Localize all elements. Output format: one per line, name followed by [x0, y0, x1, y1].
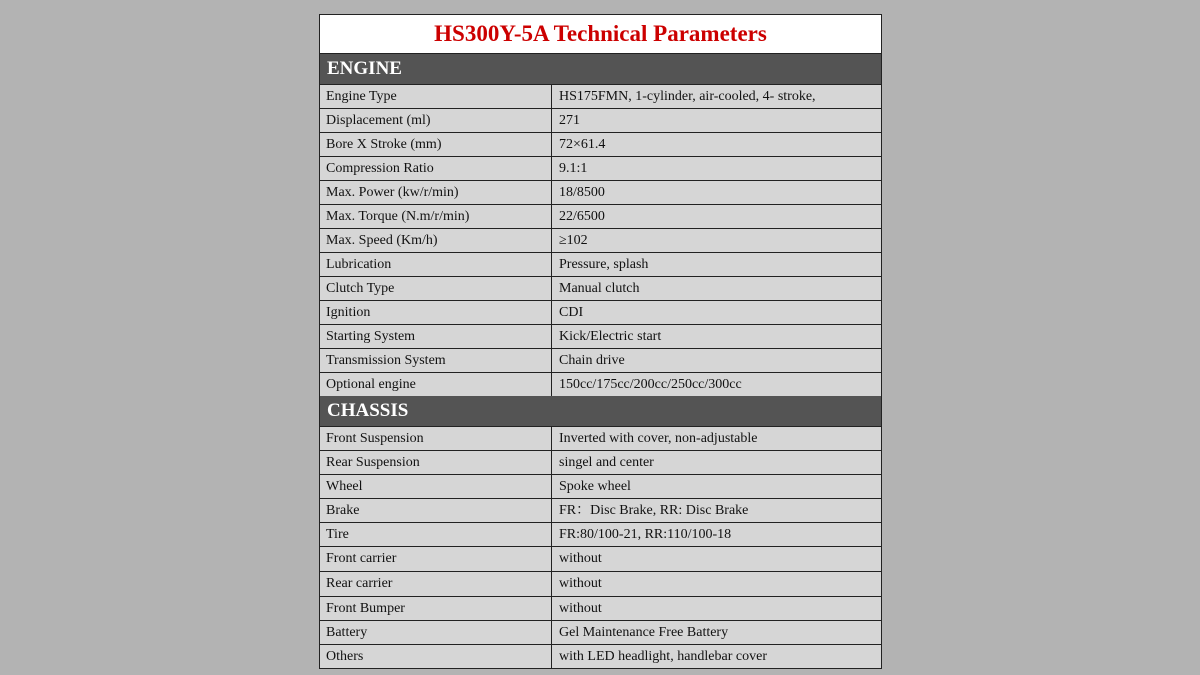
- spec-value: 9.1:1: [559, 161, 588, 176]
- spec-label: Front carrier: [320, 547, 552, 571]
- table-row: [320, 253, 881, 277]
- spec-value: 150cc/175cc/200cc/250cc/300cc: [559, 377, 742, 392]
- spec-label: Tire: [320, 523, 552, 546]
- table-row: [320, 133, 881, 157]
- spec-value: Manual clutch: [559, 281, 640, 296]
- spec-value: ≥102: [559, 233, 588, 248]
- spec-value: Kick/Electric start: [559, 329, 662, 344]
- spec-value: without: [559, 551, 602, 566]
- table-row: [320, 523, 881, 547]
- spec-value: Inverted with cover, non-adjustable: [559, 431, 758, 446]
- spec-label: Front Suspension: [320, 427, 552, 450]
- table-row: [320, 451, 881, 475]
- table-row: [320, 597, 881, 621]
- spec-label: Lubrication: [320, 253, 552, 276]
- table-row: [320, 645, 881, 668]
- spec-label: Front Bumper: [320, 597, 552, 620]
- spec-value: without: [559, 601, 602, 616]
- spec-label: Max. Speed (Km/h): [320, 229, 552, 252]
- spec-label: Displacement (ml): [320, 109, 552, 132]
- spec-value: 72×61.4: [559, 137, 606, 152]
- table-row: [320, 349, 881, 373]
- table-row: [320, 205, 881, 229]
- table-row: [320, 301, 881, 325]
- spec-label: Brake: [320, 499, 552, 522]
- table-row: [320, 547, 881, 572]
- spec-value: Pressure, splash: [559, 257, 649, 272]
- engine-spec-table: [320, 85, 881, 396]
- spec-value: without: [559, 576, 602, 591]
- spec-label: Max. Power (kw/r/min): [320, 181, 552, 204]
- spec-label: Rear Suspension: [320, 451, 552, 474]
- section-header-chassis: CHASSIS: [320, 396, 881, 427]
- spec-label: Max. Torque (N.m/r/min): [320, 205, 552, 228]
- table-row: [320, 499, 881, 523]
- spec-value: 18/8500: [559, 185, 605, 200]
- spec-label: Battery: [320, 621, 552, 644]
- table-row: [320, 229, 881, 253]
- spec-value: 271: [559, 113, 580, 128]
- spec-value: 22/6500: [559, 209, 605, 224]
- spec-label: Others: [320, 645, 552, 668]
- table-row: [320, 427, 881, 451]
- spec-label: Bore X Stroke (mm): [320, 133, 552, 156]
- table-row: [320, 85, 881, 109]
- spec-value: singel and center: [559, 455, 654, 470]
- spec-value: Spoke wheel: [559, 479, 631, 494]
- spec-label: Clutch Type: [320, 277, 552, 300]
- spec-value: with LED headlight, handlebar cover: [559, 649, 767, 664]
- section-header-engine: ENGINE: [320, 54, 881, 85]
- spec-value: Gel Maintenance Free Battery: [559, 625, 729, 640]
- spec-value: FR：Disc Brake, RR: Disc Brake: [559, 503, 749, 518]
- spec-label: Rear carrier: [320, 572, 552, 596]
- spec-value: Chain drive: [559, 353, 625, 368]
- table-row: [320, 475, 881, 499]
- table-row: [320, 572, 881, 597]
- table-row: [320, 325, 881, 349]
- spec-label: Wheel: [320, 475, 552, 498]
- spec-label: Starting System: [320, 325, 552, 348]
- table-row: [320, 373, 881, 396]
- table-row: [320, 181, 881, 205]
- spec-label: Compression Ratio: [320, 157, 552, 180]
- table-row: [320, 109, 881, 133]
- spec-label: Engine Type: [320, 85, 552, 108]
- spec-sheet: [319, 14, 882, 669]
- spec-value: CDI: [559, 305, 584, 320]
- table-row: [320, 277, 881, 301]
- page-title: HS300Y-5A Technical Parameters: [320, 15, 881, 54]
- spec-value: HS175FMN, 1-cylinder, air-cooled, 4- stroke,: [559, 89, 816, 104]
- table-row: [320, 621, 881, 645]
- spec-value: FR:80/100-21, RR:110/100-18: [559, 527, 732, 542]
- spec-label: Transmission System: [320, 349, 552, 372]
- chassis-spec-table: [320, 427, 881, 668]
- spec-label: Ignition: [320, 301, 552, 324]
- table-row: [320, 157, 881, 181]
- spec-label: Optional engine: [320, 373, 552, 396]
